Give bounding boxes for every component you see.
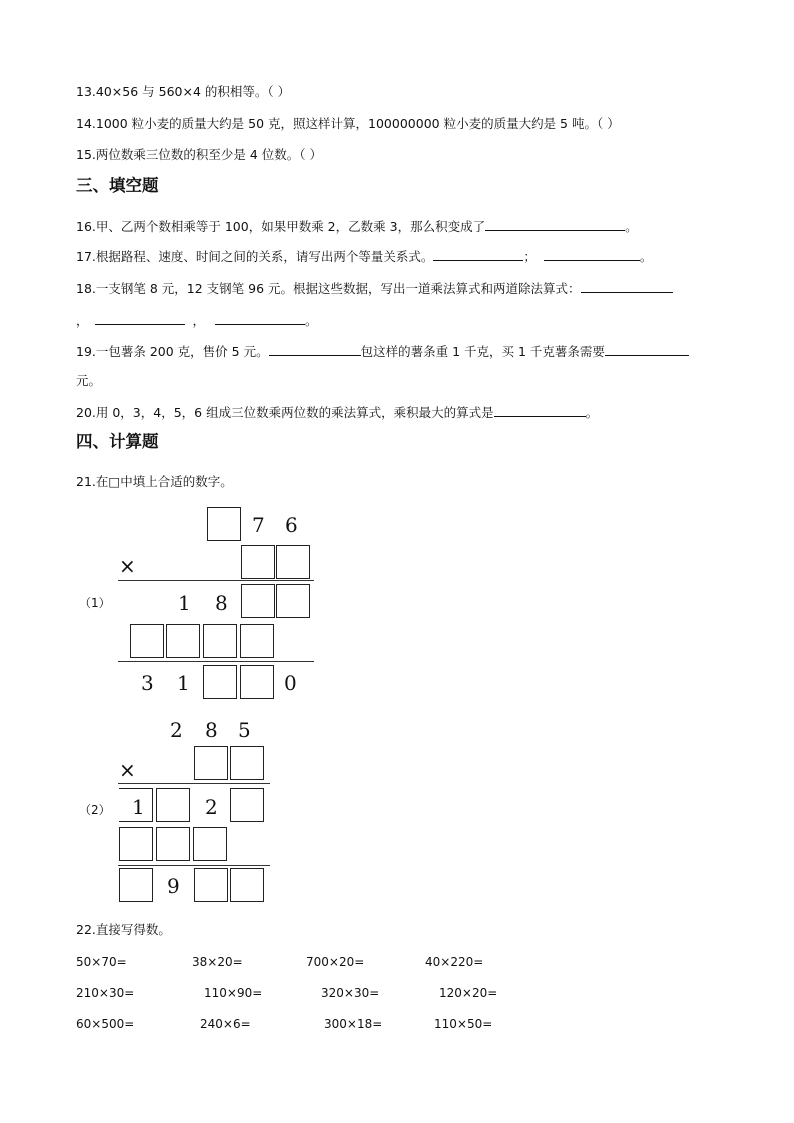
p1-box-product-tens[interactable] [240,665,274,699]
p2-box-partial2-2[interactable] [156,827,190,861]
q17-end: 。 [639,249,653,264]
times-sign: × [119,554,136,578]
q17-text: 17.根据路程、速度、时间之间的关系，请写出两个等量关系式。 [76,249,434,264]
q17-answer-blank-2[interactable] [544,248,640,261]
q22-item: 50×70= [76,955,127,969]
q18-comma-1: ， [76,313,89,328]
p1-box-partial2-2[interactable] [166,624,200,658]
p1-box-partial2-3[interactable] [203,624,237,658]
p2-digit: 2 [170,718,183,742]
q19-mid: 包这样的薯条重 1 千克，买 1 千克薯条需要 [360,344,605,359]
question-14: 14.1000 粒小麦的质量大约是 50 克，照这样计算，100000000 粒小麦的质量大约是 5 吨。（ ） [76,116,620,131]
p2-digit: 2 [205,795,218,819]
p1-box-partial2-1[interactable] [130,624,164,658]
q18-answer-blank-1[interactable] [581,280,673,293]
question-16 [76,218,638,235]
times-sign: × [119,758,136,782]
q22-item: 40×220= [425,955,484,969]
q16-text: 16.甲、乙两个数相乘等于 100，如果甲数乘 2，乙数乘 3，那么积变成了 [76,219,486,234]
q19-text: 19.一包薯条 200 克，售价 5 元。 [76,344,269,359]
q22-item: 110×50= [434,1017,493,1031]
p1-box-product-hundreds[interactable] [203,665,237,699]
q18-answer-blank-3[interactable] [215,312,305,325]
q19-answer-blank-2[interactable] [605,343,689,356]
q22-item: 240×6= [200,1017,251,1031]
p2-digit: 8 [205,718,218,742]
q16-end: 。 [625,219,638,234]
p2-rule-2 [118,865,270,866]
p1-digit: 7 [252,513,265,537]
q18-end: 。 [305,313,318,328]
question-19-cont [76,373,101,389]
p2-box-partial1-fourth[interactable] [230,788,264,822]
q22-item: 300×18= [324,1017,383,1031]
p1-digit: 0 [284,671,297,695]
p1-rule-2 [118,661,314,662]
question-21: 21.在□中填上合适的数字。 [76,474,233,489]
q19-answer-blank-1[interactable] [269,343,361,356]
problem-2-label: （2） [79,803,111,817]
p1-digit: 6 [285,513,298,537]
question-22: 22.直接写得数。 [76,922,171,937]
p2-box-partial2-3[interactable] [193,827,227,861]
p1-rule-1 [118,580,314,581]
q20-end: 。 [585,405,599,420]
q16-answer-blank[interactable] [485,218,625,231]
q22-item: 38×20= [192,955,243,969]
p1-box-partial1-tens[interactable] [241,584,275,618]
q22-item: 700×20= [306,955,365,969]
q18-comma-2: ， [192,313,206,328]
q20-text: 20.用 0，3，4，5，6 组成三位数乘两位数的乘法算式，乘积最大的算式是 [76,405,494,420]
q22-item: 110×90= [204,986,263,1000]
p1-digit: 3 [141,671,154,695]
q19-end: 元。 [76,373,102,388]
p1-digit: 1 [177,671,190,695]
p1-box-partial2-4[interactable] [240,624,274,658]
question-13: 13.40×56 与 560×4 的积相等。（ ） [76,84,291,99]
q20-answer-blank[interactable] [494,404,586,417]
p1-digit: 1 [178,591,191,615]
p2-digit: 1 [132,795,145,819]
p2-digit: 9 [167,874,180,898]
q18-answer-blank-2[interactable] [95,312,185,325]
q18-text: 18.一支钢笔 8 元，12 支钢笔 96 元。根据这些数据，写出一道乘法算式和两道除法算式： [76,281,581,296]
p2-box-product-3[interactable] [194,868,228,902]
p2-box-multiplier-tens[interactable] [194,746,228,780]
q22-item: 210×30= [76,986,135,1000]
question-18 [76,280,673,297]
p2-box-product-4[interactable] [230,868,264,902]
problem-1-label: （1） [79,596,111,610]
p2-rule-1 [118,783,270,784]
q17-answer-blank-1[interactable] [433,248,523,261]
p1-box-multiplier-tens[interactable] [241,545,275,579]
p2-box-multiplier-ones[interactable] [230,746,264,780]
question-20 [76,404,598,421]
q22-item: 120×20= [439,986,498,1000]
section-title-calculation: 四、计算题 [76,432,159,451]
question-15: 15.两位数乘三位数的积至少是 4 位数。（ ） [76,147,323,162]
q22-item: 60×500= [76,1017,135,1031]
p2-box-partial2-1[interactable] [119,827,153,861]
question-17 [76,248,652,265]
p2-box-product-1[interactable] [119,868,153,902]
p1-box-partial1-ones[interactable] [276,584,310,618]
p1-box-multiplier-ones[interactable] [276,545,310,579]
p1-box-multiplicand-hundreds[interactable] [207,507,241,541]
section-title-fill-in: 三、填空题 [76,176,159,195]
p2-box-partial1-second[interactable] [156,788,190,822]
p2-digit: 5 [238,718,251,742]
question-18-cont [76,312,318,329]
question-19 [76,343,689,360]
q17-sep: ； [523,249,536,264]
q22-item: 320×30= [321,986,380,1000]
p1-digit: 8 [215,591,228,615]
